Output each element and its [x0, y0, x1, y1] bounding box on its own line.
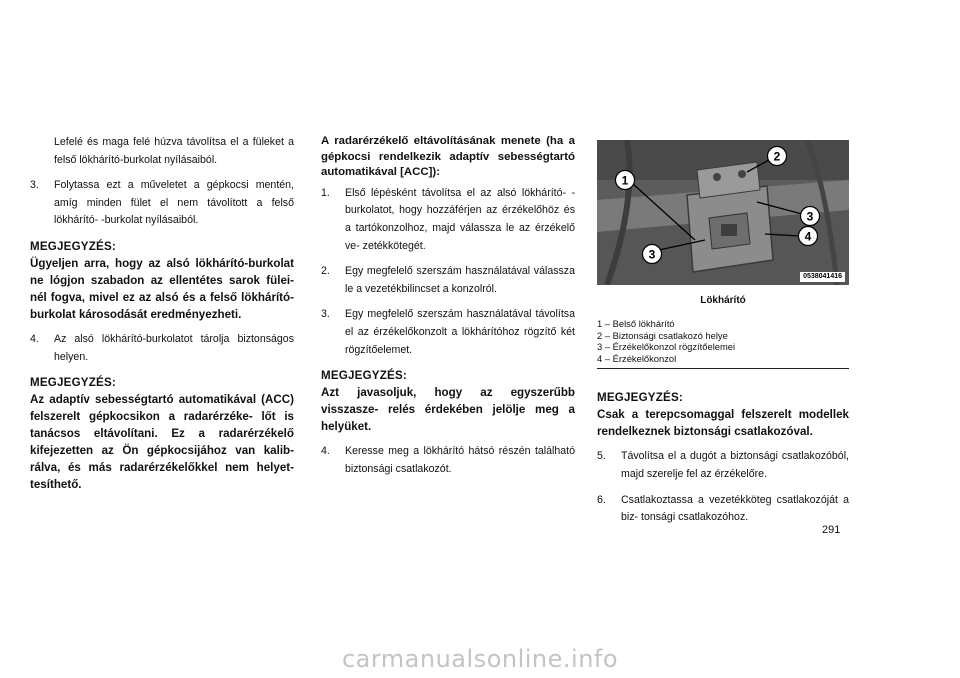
step-number: 5.	[597, 450, 606, 463]
step-4	[30, 331, 294, 366]
section-heading: A radarérzékelő eltávolításának menete (ha a gépkocsi rendelkezik adaptív sebességtartó automatikával [ACC]):	[321, 135, 575, 179]
step-number: 1.	[321, 186, 330, 199]
figure-code: 0538041416	[800, 272, 845, 282]
step-6	[597, 492, 849, 527]
step-4	[321, 443, 575, 478]
callout-1: 1	[621, 173, 629, 188]
figure-caption: Lökhárító	[700, 295, 746, 306]
step-text: Csatlakoztassa a vezetékköteg csatlakozóját a biz- tonsági csatlakozóhoz.	[621, 493, 849, 524]
step-text: Egy megfelelő szerszám használatával távolítsa el az érzékelőkonzolt a lökhárítóhoz rögzítő két rögzítőelemet.	[345, 308, 575, 356]
left-column	[30, 134, 294, 493]
bumper-illustration	[597, 140, 849, 285]
step-text: Távolítsa el a dugót a biztonsági csatlakozóból, majd szerelje fel az érzékelőre.	[621, 450, 849, 480]
step-1	[321, 185, 575, 255]
step-text: Egy megfelelő szerszám használatával válassza le a vezetékbilincset a konzolról.	[345, 265, 575, 295]
note-heading: MEGJEGYZÉS:	[321, 369, 407, 383]
step-text: Az alsó lökhárító-burkolatot tárolja biztonságos helyen.	[54, 332, 294, 363]
step-text: Keresse meg a lökhárító hátsó részén található biztonsági csatlakozót.	[345, 445, 575, 475]
step-number: 2.	[321, 265, 330, 278]
step-number: 3.	[321, 308, 330, 321]
bumper-photo	[597, 140, 849, 285]
legend-item: 1 – Belső lökhárító	[597, 318, 675, 329]
legend-item: 4 – Érzékelőkonzol	[597, 352, 677, 364]
right-column	[597, 136, 849, 527]
callout-4: 4	[804, 229, 812, 244]
callout-3b: 3	[648, 247, 656, 262]
step-number: 4.	[321, 445, 330, 458]
figure-legend	[597, 318, 849, 369]
step-number: 3.	[30, 179, 39, 192]
note-body: Csak a terepcsomaggal felszerelt modellek rendelkeznek biztonsági csatlakozóval.	[597, 408, 849, 439]
middle-column	[321, 134, 575, 478]
legend-item: 3 – Érzékelőkonzol rögzítőelemei	[597, 341, 736, 353]
note-heading: MEGJEGYZÉS:	[597, 391, 683, 405]
step-text: Első lépésként távolítsa el az alsó lökhárító- -burkolatot, hogy hozzáférjen az érzékelőhöz és a tartókonzolhoz, majd válassza le az érzékelő ve- zetékkötegét.	[345, 186, 575, 252]
step-number: 4.	[30, 332, 39, 345]
step-3	[30, 177, 294, 230]
continued-step-text: Lefelé és maga felé húzva távolítsa el a füleket a felső lökhárító-burkolat nyílásaiból.	[54, 136, 294, 166]
callout-3: 3	[806, 209, 814, 224]
step-2	[321, 263, 575, 298]
note-heading: MEGJEGYZÉS:	[30, 376, 116, 390]
legend-item: 2 – Biztonsági csatlakozó helye	[597, 329, 728, 341]
callout-2: 2	[773, 149, 781, 164]
step-number: 6.	[597, 493, 606, 506]
step-3	[321, 306, 575, 359]
note-body: Azt javasoljuk, hogy az egyszerűbb visszasze- relés érdekében jelölje meg a helyüket.	[321, 386, 575, 434]
note-body: Ügyeljen arra, hogy az alsó lökhárító-burkolat ne lógjon szabadon az ellentétes sarok fülei- nél fogva, mivel ez az alsó és a felső lökhárító- burkolat károsodását eredményezheti.	[30, 256, 294, 321]
step-text: Folytassa ezt a műveletet a gépkocsi mentén, amíg minden fület el nem távolított a felső lökhárító- -burkolat nyílásaiból.	[54, 179, 294, 227]
step-5	[597, 448, 849, 483]
page-number: 291	[822, 524, 841, 536]
note-heading: MEGJEGYZÉS:	[30, 239, 116, 253]
note-body: Az adaptív sebességtartó automatikával (ACC) felszerelt gépkocsikon a radarérzéke- lőt is tanácsos eltávolítani. Ez a radarérzékelő kifejezetten az Ön gépkocsijához van kalib- rálva, és más radarérzékelőkkel nem helyet- tesíthető.	[30, 393, 294, 492]
watermark-text: carmanualsonline.info	[341, 645, 619, 673]
